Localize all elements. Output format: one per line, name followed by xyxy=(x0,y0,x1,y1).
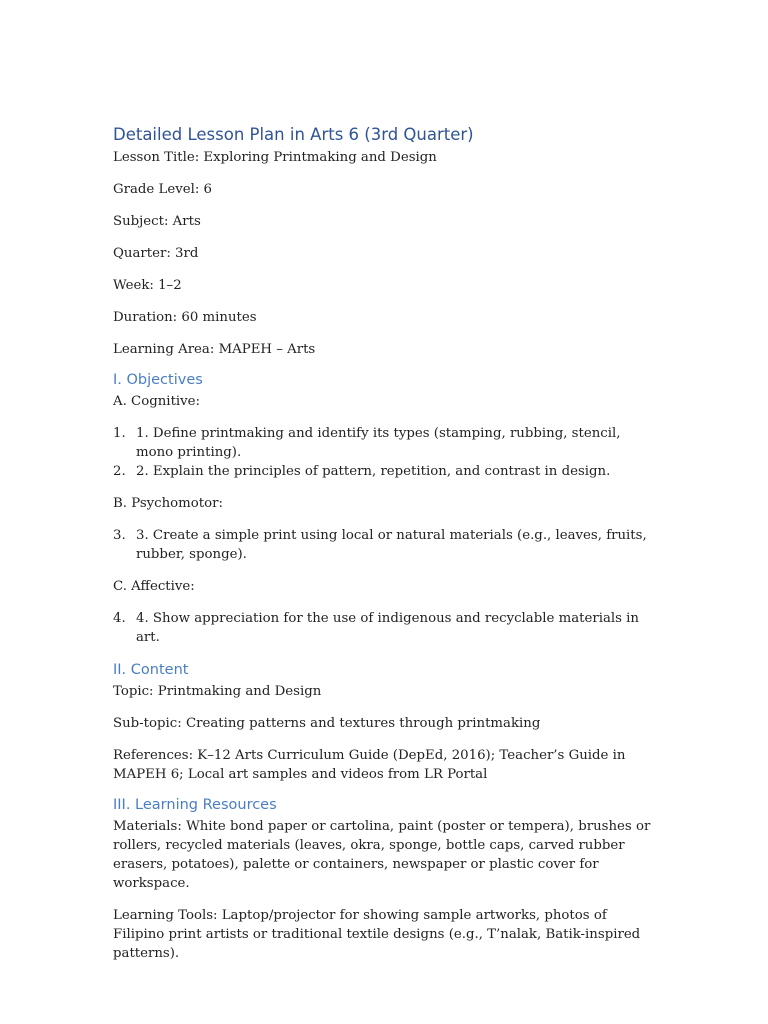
topic-line: Topic: Printmaking and Design xyxy=(113,684,322,699)
document-page xyxy=(113,124,658,976)
content-heading: II. Content xyxy=(113,662,189,678)
list-item-text: 3. Create a simple print using local or natural materials (e.g., leaves, fruits, rubber, sponge). xyxy=(136,528,647,562)
list-item-text: 2. Explain the principles of pattern, repetition, and contrast in design. xyxy=(136,464,611,479)
cognitive-list xyxy=(113,424,658,481)
affective-list xyxy=(113,609,658,647)
cognitive-label: A. Cognitive: xyxy=(113,394,201,409)
learning-area-line: Learning Area: MAPEH – Arts xyxy=(113,342,316,357)
list-number: 4. xyxy=(113,611,126,626)
lesson-title-line: Lesson Title: Exploring Printmaking and Design xyxy=(113,150,437,165)
learning-tools-line: Learning Tools: Laptop/projector for showing sample artworks, photos of Filipino print artists or traditional textile designs (e.g., T’nalak, Batik-inspired patterns). xyxy=(113,908,641,961)
references-line: References: K–12 Arts Curriculum Guide (DepEd, 2016); Teacher’s Guide in MAPEH 6; Local art samples and videos from LR Portal xyxy=(113,748,626,782)
grade-level-line: Grade Level: 6 xyxy=(113,182,213,197)
week-line: Week: 1–2 xyxy=(113,278,182,293)
duration-line: Duration: 60 minutes xyxy=(113,310,257,325)
list-item xyxy=(113,609,658,647)
objectives-heading: I. Objectives xyxy=(113,372,203,388)
document-title: Detailed Lesson Plan in Arts 6 (3rd Quarter) xyxy=(113,125,474,144)
list-item xyxy=(113,424,658,462)
list-number: 1. xyxy=(113,426,126,441)
subject-line: Subject: Arts xyxy=(113,214,201,229)
list-number: 3. xyxy=(113,528,126,543)
list-item xyxy=(113,462,658,481)
psychomotor-list xyxy=(113,526,658,564)
list-item-text: 4. Show appreciation for the use of indigenous and recyclable materials in art. xyxy=(136,611,639,645)
resources-heading: III. Learning Resources xyxy=(113,797,277,813)
list-number: 2. xyxy=(113,464,126,479)
affective-label: C. Affective: xyxy=(113,579,195,594)
psychomotor-label: B. Psychomotor: xyxy=(113,496,223,511)
list-item xyxy=(113,526,658,564)
quarter-line: Quarter: 3rd xyxy=(113,246,199,261)
materials-line: Materials: White bond paper or cartolina, paint (poster or tempera), brushes or rollers, recycled materials (leaves, okra, sponge, bottle caps, carved rubber erasers, potatoes), palette or containers, newspaper or plastic cover for workspace. xyxy=(113,819,651,891)
list-item-text: 1. Define printmaking and identify its types (stamping, rubbing, stencil, mono printing). xyxy=(136,426,621,460)
subtopic-line: Sub-topic: Creating patterns and textures through printmaking xyxy=(113,716,541,731)
